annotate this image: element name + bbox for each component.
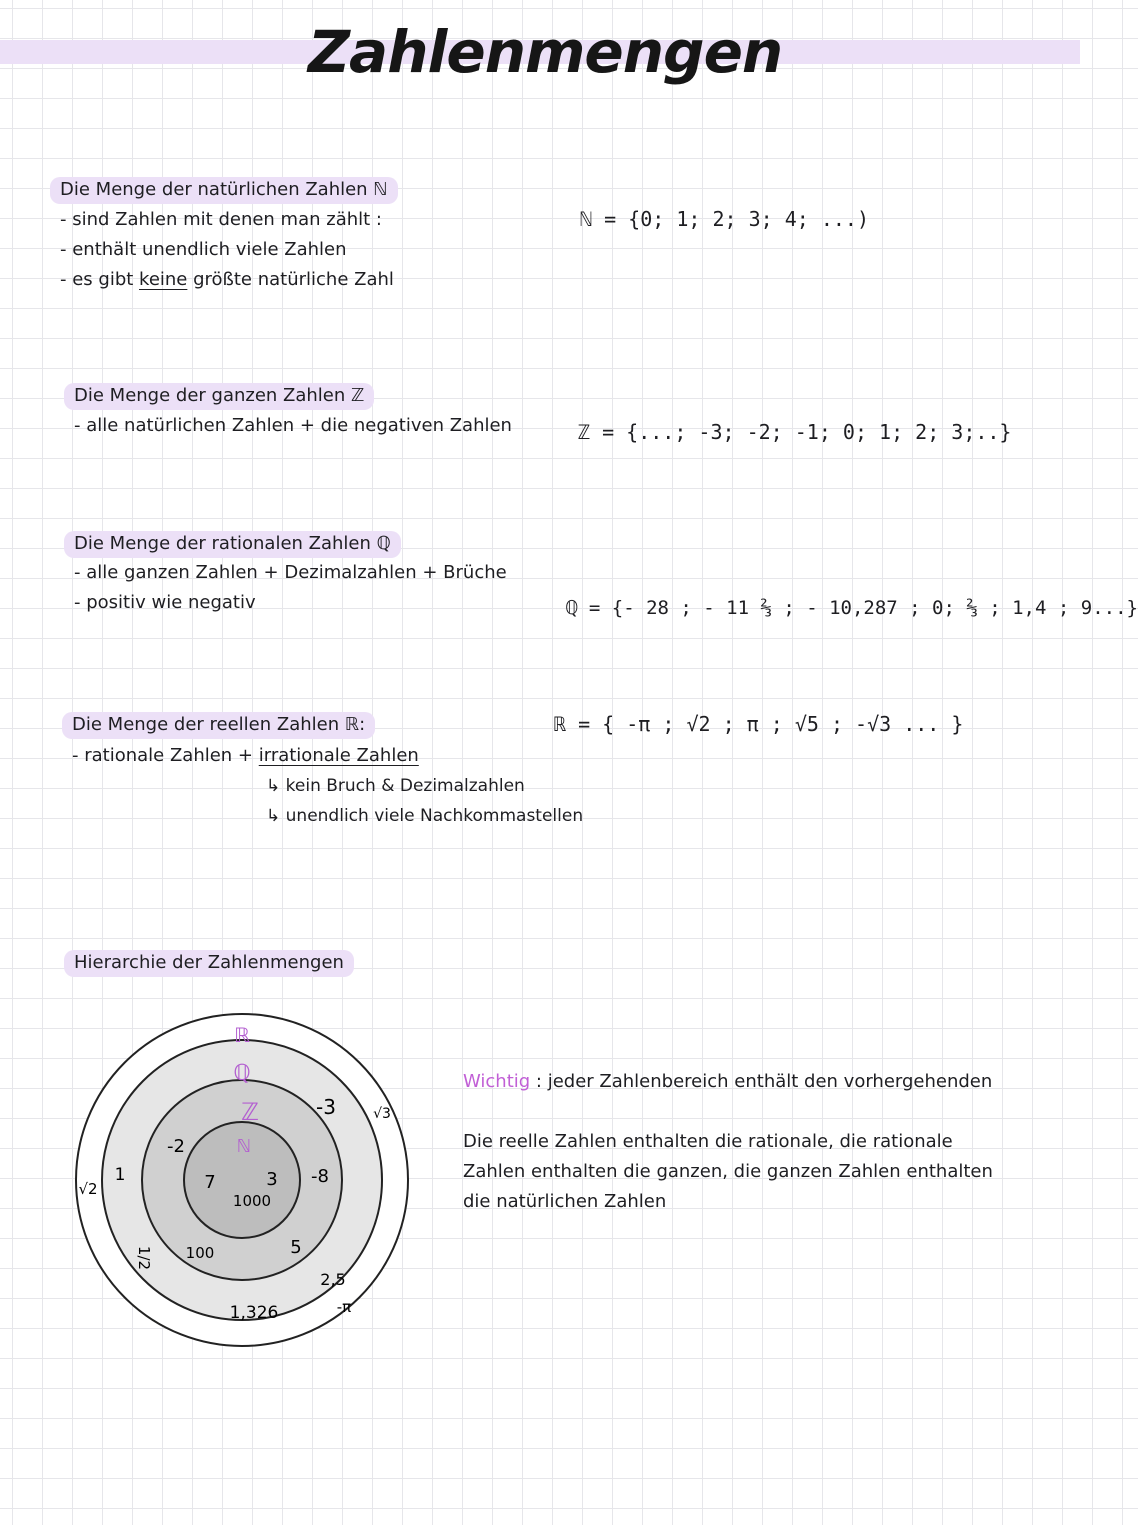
integer-set-notation: ℤ = {...; -3; -2; -1; 0; 1; 2; 3;..} <box>578 420 1012 444</box>
num-minus-pi: -π <box>336 1298 352 1316</box>
num-7: 7 <box>204 1172 216 1193</box>
natural-bullet-3-underlined: keine <box>139 269 188 290</box>
num-1000: 1000 <box>232 1192 272 1210</box>
num-5: 5 <box>290 1237 302 1258</box>
real-sub-bullet-1: ↳ kein Bruch & Dezimalzahlen <box>266 776 525 796</box>
num-100: 100 <box>185 1244 215 1262</box>
note-important <box>463 1071 992 1092</box>
heading-integers: Die Menge der ganzen Zahlen ℤ <box>64 383 374 410</box>
num-3: 3 <box>266 1169 278 1190</box>
natural-bullet-3 <box>60 269 394 290</box>
label-Z: ℤ <box>241 1098 259 1126</box>
num-2-5: 2,5 <box>320 1270 346 1289</box>
num-sqrt-3: √3 <box>373 1106 391 1122</box>
natural-bullet-1: - sind Zahlen mit denen man zählt : <box>60 209 382 230</box>
num-half: 1/2 <box>135 1245 153 1271</box>
num-sqrt-2: √2 <box>78 1180 98 1198</box>
heading-rationals: Die Menge der rationalen Zahlen ℚ <box>64 531 401 558</box>
integer-bullet-1: - alle natürlichen Zahlen + die negativen Zahlen <box>74 415 512 436</box>
note-paragraph-line-3: die natürlichen Zahlen <box>463 1191 667 1212</box>
real-bullet-pre: - rationale Zahlen + <box>72 745 259 766</box>
note-separator: : <box>530 1071 548 1092</box>
natural-set-notation: ℕ = {0; 1; 2; 3; 4; ...) <box>580 207 869 231</box>
real-sub-bullet-2: ↳ unendlich viele Nachkommastellen <box>266 806 584 826</box>
note-label: Wichtig <box>463 1071 531 1092</box>
number-sets-diagram <box>0 1000 440 1340</box>
num-minus-2: -2 <box>167 1136 185 1157</box>
real-set-notation: ℝ = { -π ; √2 ; π ; √5 ; -√3 ... } <box>554 712 964 736</box>
rational-bullet-1: - alle ganzen Zahlen + Dezimalzahlen + Brüche <box>74 562 507 583</box>
natural-bullet-3-pre: - es gibt <box>60 269 140 290</box>
rational-bullet-2: - positiv wie negativ <box>74 592 256 613</box>
num-minus-8: -8 <box>311 1166 329 1187</box>
heading-hierarchy: Hierarchie der Zahlenmengen <box>64 950 354 977</box>
num-1: 1 <box>114 1165 126 1185</box>
heading-natural-numbers: Die Menge der natürlichen Zahlen ℕ <box>50 177 398 204</box>
rational-set-notation: ℚ = {- 28 ; - 11 ⅔ ; - 10,287 ; 0; ⅔ ; 1,4 ; 9...} <box>566 597 1138 619</box>
num-minus-3: -3 <box>316 1095 336 1119</box>
real-bullet-underlined: irrationale Zahlen <box>258 745 419 766</box>
heading-reals: Die Menge der reellen Zahlen ℝ: <box>62 712 375 739</box>
num-1-326: 1,326 <box>229 1303 279 1323</box>
note-paragraph-line-1: Die reelle Zahlen enthalten die rationale, die rationale <box>463 1131 953 1152</box>
natural-bullet-2: - enthält unendlich viele Zahlen <box>60 239 347 260</box>
real-bullet-1 <box>72 745 419 766</box>
page-title: Zahlenmengen <box>308 18 783 86</box>
natural-bullet-3-post: größte natürliche Zahl <box>187 269 394 290</box>
note-paragraph-line-2: Zahlen enthalten die ganzen, die ganzen Zahlen enthalten <box>463 1161 993 1182</box>
note-text: jeder Zahlenbereich enthält den vorhergehenden <box>547 1071 993 1092</box>
label-N: ℕ <box>236 1136 252 1157</box>
label-Q: ℚ <box>233 1061 251 1086</box>
label-R: ℝ <box>234 1023 250 1047</box>
